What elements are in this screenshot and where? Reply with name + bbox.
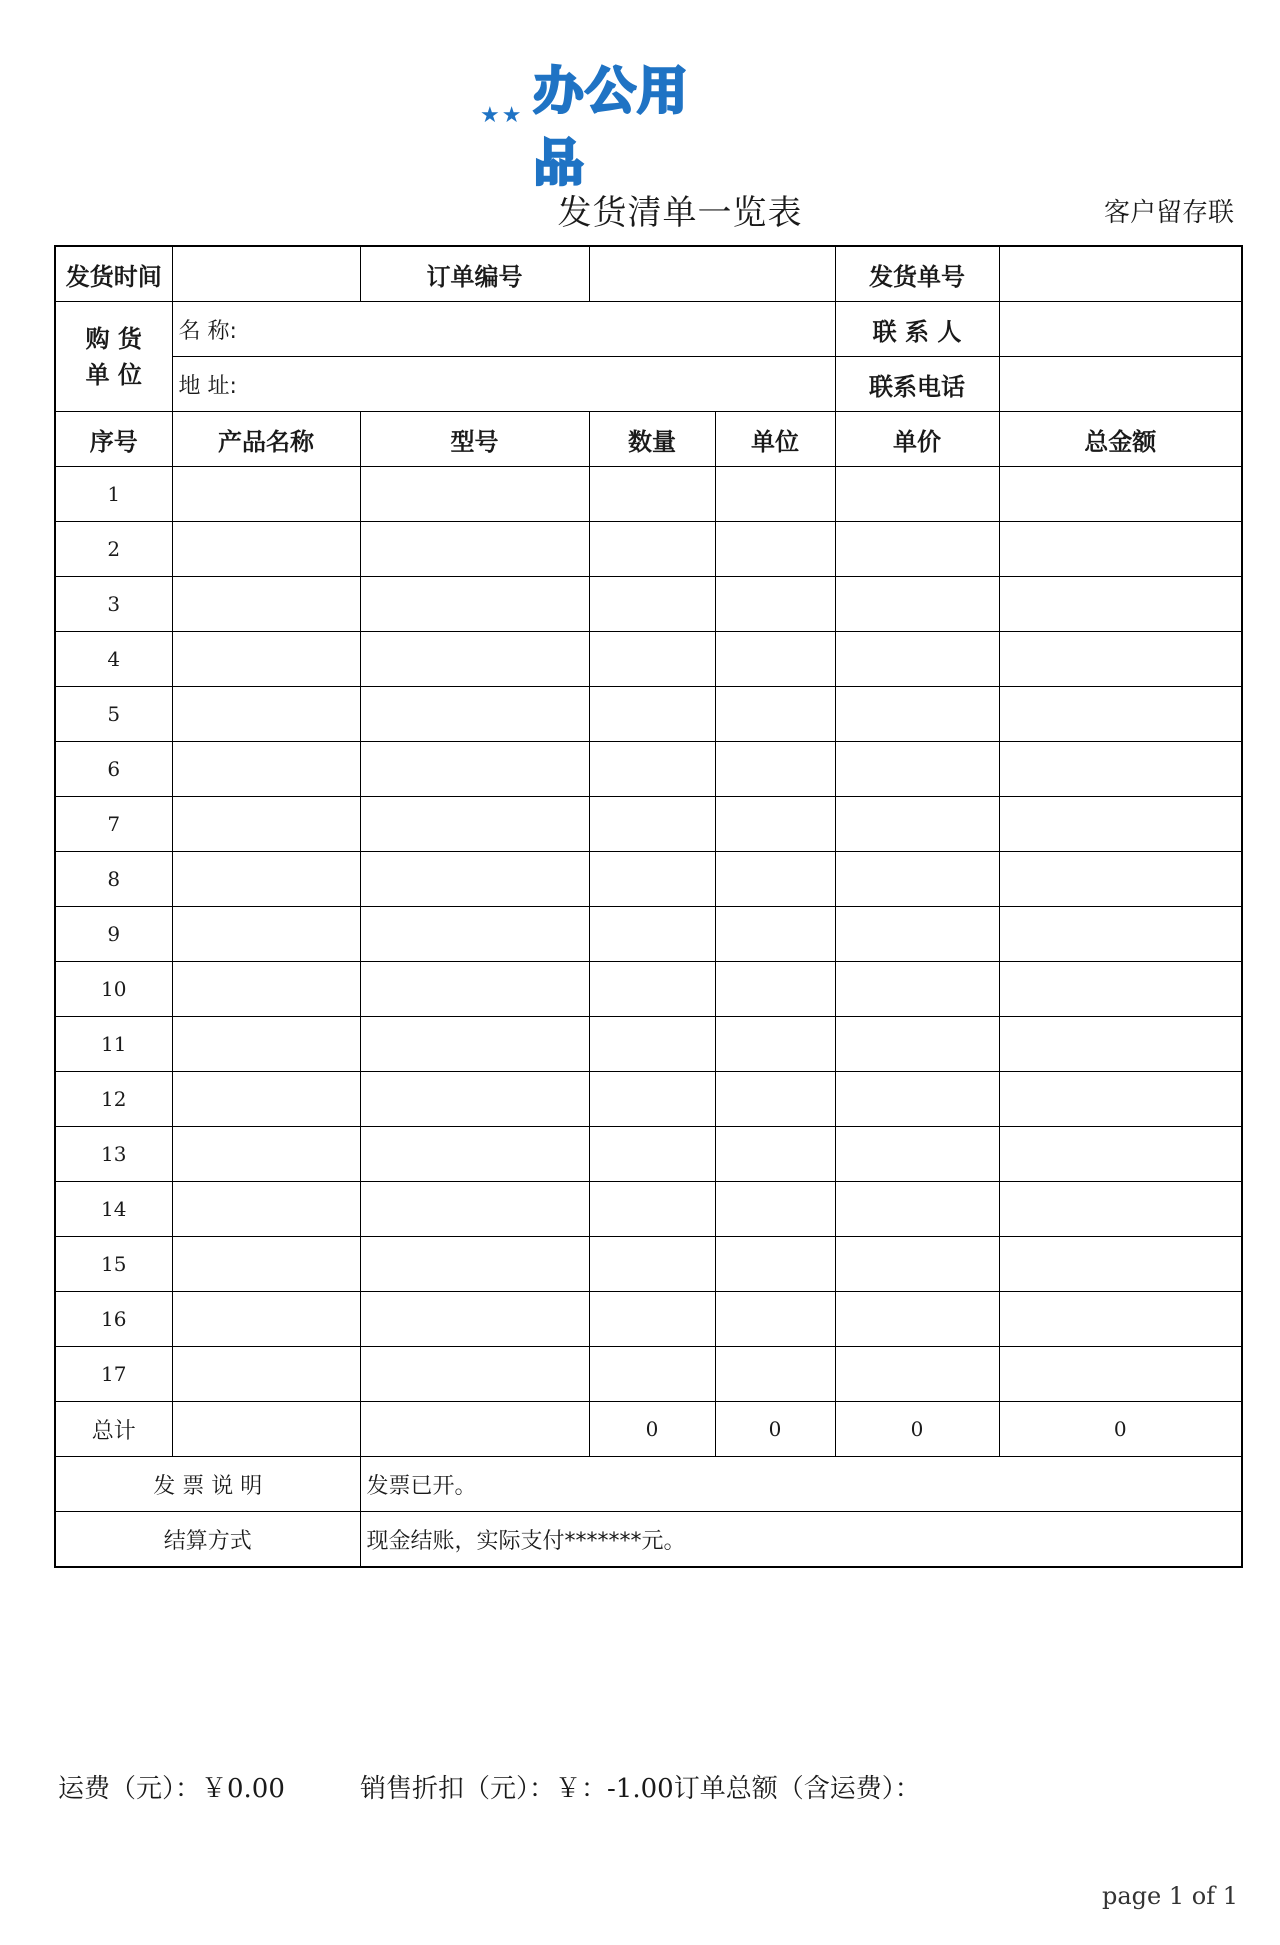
order-total: 订单总额（含运费）： [673, 1774, 921, 1804]
copy-label: 客户留存联 [1103, 198, 1234, 228]
row-quantity-cell[interactable] [589, 1127, 715, 1182]
footer-summary [58, 1768, 921, 1805]
contact-cell[interactable] [999, 302, 1242, 357]
row-model-cell[interactable] [360, 1347, 589, 1402]
totals-unit-price: 0 [835, 1402, 999, 1457]
row-unit-price-cell[interactable] [835, 742, 999, 797]
row-quantity-cell[interactable] [589, 467, 715, 522]
table-row [55, 1292, 1242, 1347]
row-unit-price-cell[interactable] [835, 522, 999, 577]
row-seq: 11 [55, 1017, 172, 1072]
row-product-cell[interactable] [172, 467, 360, 522]
buyer-label [55, 302, 172, 412]
row-model-cell[interactable] [360, 1237, 589, 1292]
totals-quantity: 0 [589, 1402, 715, 1457]
row-model-cell[interactable] [360, 1072, 589, 1127]
row-unit-cell[interactable] [715, 1237, 835, 1292]
row-amount-cell[interactable] [999, 577, 1242, 632]
row-amount-cell[interactable] [999, 687, 1242, 742]
buyer-label-line1: 购 货 [85, 324, 142, 353]
row-quantity-cell[interactable] [589, 1017, 715, 1072]
column-header-row [55, 412, 1242, 467]
invoice-value[interactable]: 发票已开。 [360, 1457, 1242, 1512]
table-row [55, 852, 1242, 907]
page-number: page 1 of 1 [1102, 1882, 1238, 1910]
row-unit-cell[interactable] [715, 1017, 835, 1072]
row-seq: 6 [55, 742, 172, 797]
row-quantity-cell[interactable] [589, 852, 715, 907]
row-seq: 15 [55, 1237, 172, 1292]
row-quantity-cell[interactable] [589, 742, 715, 797]
row-product-cell[interactable] [172, 1347, 360, 1402]
table-row [55, 742, 1242, 797]
row-amount-cell[interactable] [999, 1347, 1242, 1402]
row-seq: 14 [55, 1182, 172, 1237]
row-product-cell[interactable] [172, 1072, 360, 1127]
row-product-cell[interactable] [172, 852, 360, 907]
column-header-product: 产品名称 [172, 412, 360, 467]
row-quantity-cell[interactable] [589, 577, 715, 632]
row-model-cell[interactable] [360, 632, 589, 687]
row-model-cell[interactable] [360, 687, 589, 742]
row-unit-cell[interactable] [715, 907, 835, 962]
logo [480, 62, 740, 192]
row-amount-cell[interactable] [999, 797, 1242, 852]
table-row [55, 467, 1242, 522]
totals-label: 总计 [55, 1402, 172, 1457]
row-amount-cell[interactable] [999, 467, 1242, 522]
totals-unit: 0 [715, 1402, 835, 1457]
invoice-label: 发 票 说 明 [55, 1457, 360, 1512]
row-seq: 10 [55, 962, 172, 1017]
row-unit-cell[interactable] [715, 687, 835, 742]
row-seq: 13 [55, 1127, 172, 1182]
row-unit-price-cell[interactable] [835, 467, 999, 522]
row-unit-cell[interactable] [715, 1072, 835, 1127]
row-model-cell[interactable] [360, 962, 589, 1017]
totals-model-cell [360, 1402, 589, 1457]
table-row [55, 1237, 1242, 1292]
phone-cell[interactable] [999, 357, 1242, 412]
row-quantity-cell[interactable] [589, 632, 715, 687]
row-unit-cell[interactable] [715, 1182, 835, 1237]
row-unit-price-cell[interactable] [835, 797, 999, 852]
buyer-name-row [55, 302, 1242, 357]
row-quantity-cell[interactable] [589, 797, 715, 852]
row-seq: 4 [55, 632, 172, 687]
row-product-cell[interactable] [172, 907, 360, 962]
shipping-list-table [54, 245, 1243, 1568]
settlement-row [55, 1512, 1242, 1568]
table-row [55, 797, 1242, 852]
totals-row [55, 1402, 1242, 1457]
contact-label: 联 系 人 [835, 302, 999, 357]
row-unit-cell[interactable] [715, 797, 835, 852]
row-quantity-cell[interactable] [589, 1292, 715, 1347]
table-row [55, 1017, 1242, 1072]
row-quantity-cell[interactable] [589, 1072, 715, 1127]
phone-label: 联系电话 [835, 357, 999, 412]
row-quantity-cell[interactable] [589, 1182, 715, 1237]
table-row [55, 632, 1242, 687]
table-row [55, 962, 1242, 1017]
table-row [55, 1347, 1242, 1402]
order-no-cell[interactable] [589, 246, 835, 302]
row-unit-cell[interactable] [715, 522, 835, 577]
row-model-cell[interactable] [360, 1017, 589, 1072]
row-amount-cell[interactable] [999, 742, 1242, 797]
row-unit-price-cell[interactable] [835, 577, 999, 632]
table-row [55, 1182, 1242, 1237]
row-amount-cell[interactable] [999, 1292, 1242, 1347]
row-unit-price-cell[interactable] [835, 1072, 999, 1127]
page-title: 发货清单一览表 [557, 193, 803, 233]
column-header-model: 型号 [360, 412, 589, 467]
row-product-cell[interactable] [172, 1237, 360, 1292]
row-seq: 16 [55, 1292, 172, 1347]
row-unit-cell[interactable] [715, 1127, 835, 1182]
row-seq: 1 [55, 467, 172, 522]
row-unit-price-cell[interactable] [835, 1127, 999, 1182]
row-seq: 3 [55, 577, 172, 632]
column-header-unit: 单位 [715, 412, 835, 467]
row-unit-cell[interactable] [715, 962, 835, 1017]
row-unit-price-cell[interactable] [835, 1347, 999, 1402]
logo-text: 办公用品 [533, 62, 690, 192]
column-header-quantity: 数量 [589, 412, 715, 467]
star-icon: ★★ [480, 102, 524, 128]
row-product-cell[interactable] [172, 962, 360, 1017]
row-product-cell[interactable] [172, 1292, 360, 1347]
row-amount-cell[interactable] [999, 1182, 1242, 1237]
row-quantity-cell[interactable] [589, 907, 715, 962]
row-amount-cell[interactable] [999, 962, 1242, 1017]
table-row [55, 907, 1242, 962]
sales-discount: 销售折扣（元）：￥：-1.00 [360, 1774, 674, 1804]
row-unit-cell[interactable] [715, 1292, 835, 1347]
row-product-cell[interactable] [172, 632, 360, 687]
row-product-cell[interactable] [172, 742, 360, 797]
column-header-unit-price: 单价 [835, 412, 999, 467]
row-unit-price-cell[interactable] [835, 962, 999, 1017]
row-seq: 2 [55, 522, 172, 577]
settlement-label: 结算方式 [55, 1512, 360, 1568]
table-row [55, 1072, 1242, 1127]
row-amount-cell[interactable] [999, 522, 1242, 577]
row-unit-cell[interactable] [715, 632, 835, 687]
row-amount-cell[interactable] [999, 852, 1242, 907]
row-seq: 5 [55, 687, 172, 742]
row-seq: 12 [55, 1072, 172, 1127]
table-row [55, 522, 1242, 577]
row-unit-price-cell[interactable] [835, 907, 999, 962]
invoice-row [55, 1457, 1242, 1512]
row-model-cell[interactable] [360, 907, 589, 962]
row-unit-price-cell[interactable] [835, 1017, 999, 1072]
row-quantity-cell[interactable] [589, 1237, 715, 1292]
row-product-cell[interactable] [172, 1127, 360, 1182]
row-product-cell[interactable] [172, 687, 360, 742]
settlement-value[interactable]: 现金结账，实际支付*******元。 [360, 1512, 1242, 1568]
buyer-address-row [55, 357, 1242, 412]
ship-time-cell[interactable] [172, 246, 360, 302]
shipping-fee: 运费（元）：￥0.00 [58, 1774, 285, 1804]
row-product-cell[interactable] [172, 797, 360, 852]
column-header-amount: 总金额 [999, 412, 1242, 467]
row-model-cell[interactable] [360, 852, 589, 907]
row-product-cell[interactable] [172, 522, 360, 577]
row-unit-cell[interactable] [715, 742, 835, 797]
row-quantity-cell[interactable] [589, 522, 715, 577]
row-unit-price-cell[interactable] [835, 1237, 999, 1292]
row-model-cell[interactable] [360, 797, 589, 852]
column-header-seq: 序号 [55, 412, 172, 467]
row-seq: 9 [55, 907, 172, 962]
row-model-cell[interactable] [360, 522, 589, 577]
row-amount-cell[interactable] [999, 907, 1242, 962]
row-model-cell[interactable] [360, 1292, 589, 1347]
row-model-cell[interactable] [360, 1127, 589, 1182]
buyer-address-cell[interactable]: 地 址: [172, 357, 835, 412]
row-unit-cell[interactable] [715, 467, 835, 522]
row-unit-cell[interactable] [715, 577, 835, 632]
row-unit-cell[interactable] [715, 1347, 835, 1402]
row-unit-price-cell[interactable] [835, 632, 999, 687]
totals-amount: 0 [999, 1402, 1242, 1457]
table-row [55, 687, 1242, 742]
row-quantity-cell[interactable] [589, 1347, 715, 1402]
buyer-label-line2: 单 位 [85, 360, 142, 389]
row-product-cell[interactable] [172, 1017, 360, 1072]
row-model-cell[interactable] [360, 742, 589, 797]
row-product-cell[interactable] [172, 577, 360, 632]
header-row [55, 246, 1242, 302]
totals-product-cell [172, 1402, 360, 1457]
buyer-name-cell[interactable]: 名 称: [172, 302, 835, 357]
ship-no-cell[interactable] [999, 246, 1242, 302]
row-unit-cell[interactable] [715, 852, 835, 907]
table-row [55, 577, 1242, 632]
ship-no-label: 发货单号 [835, 246, 999, 302]
row-amount-cell[interactable] [999, 1017, 1242, 1072]
row-quantity-cell[interactable] [589, 687, 715, 742]
row-unit-price-cell[interactable] [835, 1182, 999, 1237]
row-model-cell[interactable] [360, 467, 589, 522]
row-amount-cell[interactable] [999, 1072, 1242, 1127]
row-seq: 7 [55, 797, 172, 852]
row-model-cell[interactable] [360, 1182, 589, 1237]
order-no-label: 订单编号 [360, 246, 589, 302]
ship-time-label: 发货时间 [55, 246, 172, 302]
table-row [55, 1127, 1242, 1182]
row-seq: 8 [55, 852, 172, 907]
row-model-cell[interactable] [360, 577, 589, 632]
row-amount-cell[interactable] [999, 1237, 1242, 1292]
row-unit-price-cell[interactable] [835, 852, 999, 907]
row-seq: 17 [55, 1347, 172, 1402]
row-quantity-cell[interactable] [589, 962, 715, 1017]
row-amount-cell[interactable] [999, 1127, 1242, 1182]
row-unit-price-cell[interactable] [835, 1292, 999, 1347]
row-amount-cell[interactable] [999, 632, 1242, 687]
row-product-cell[interactable] [172, 1182, 360, 1237]
row-unit-price-cell[interactable] [835, 687, 999, 742]
